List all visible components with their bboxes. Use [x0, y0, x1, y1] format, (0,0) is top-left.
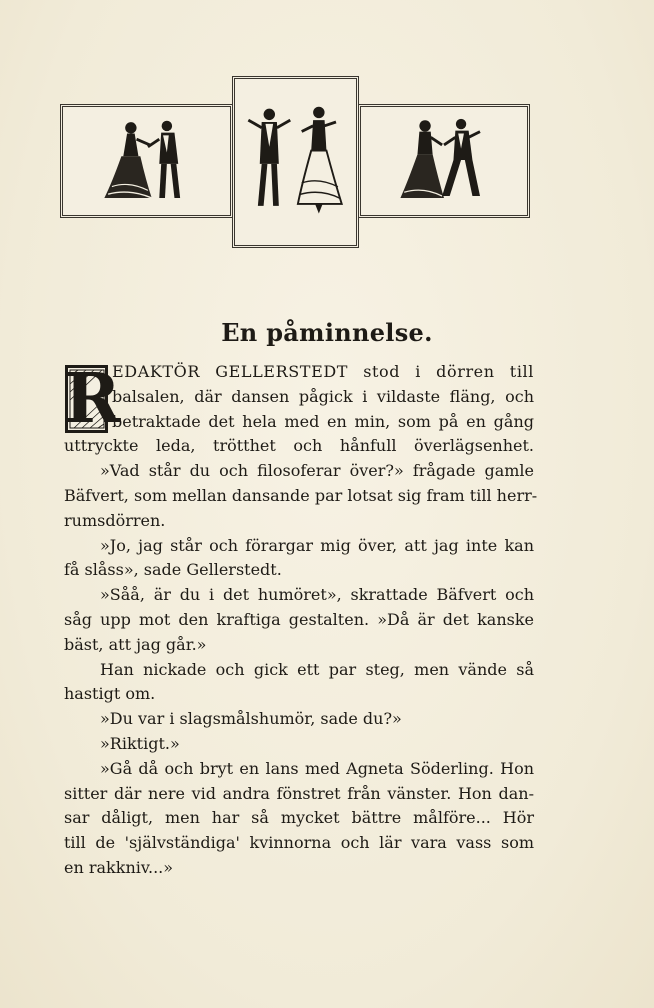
header-vignette: [60, 76, 530, 248]
text-line: Han nickade och gick ett par steg, men vände så: [100, 659, 534, 679]
chapter-title: En påminnelse.: [221, 318, 433, 347]
text-line: »Gå då och bryt en lans med Agneta Söderling. Hon: [100, 758, 534, 778]
paragraph-6: [64, 707, 534, 732]
text-line: EDAKTÖR GELLERSTEDT stod i dörren till: [112, 362, 534, 381]
illustration-dancing-couple-left: [60, 104, 233, 218]
paragraph-3: [64, 534, 534, 584]
text-line: en rakkniv...»: [64, 857, 174, 877]
text-line: »Vad står du och filosoferar över?» frågade gamle: [100, 461, 534, 481]
text-line: rumsdörren.: [64, 510, 166, 530]
paragraph-4: [64, 583, 534, 657]
paragraph-8: [64, 757, 534, 881]
text-line: Bäfvert, som mellan dansande par lotsat sig fram till herr-: [64, 485, 538, 505]
text-line: få slåss», sade Gellerstedt.: [64, 560, 282, 580]
text-line: sitter där nere vid andra fönstret från vänster. Hon dan-: [64, 783, 534, 803]
text-line: betraktade det hela med en min, som på en gång: [112, 411, 534, 431]
illustration-dancing-couple-right: [358, 104, 530, 218]
text-line: »Jo, jag står och förargar mig över, att jag inte kan: [100, 535, 534, 555]
illustration-dancing-couple-center: [232, 76, 359, 248]
text-line: »Riktigt.»: [100, 733, 180, 753]
text-line: »Såå, är du i det humöret», skrattade Bäfvert och: [100, 585, 534, 605]
paragraph-5: [64, 658, 534, 708]
text-line: bäst, att jag går.»: [64, 634, 207, 654]
text-line: till de 'självständiga' kvinnorna och lär vara vass som: [64, 833, 534, 853]
drop-cap-letter: R: [64, 359, 121, 439]
body-text: [64, 359, 538, 881]
paragraph-7: [64, 732, 534, 757]
text-line: uttryckte leda, trötthet och hånfull överlägsenhet.: [64, 436, 534, 456]
text-line: »Du var i slagsmålshumör, sade du?»: [100, 709, 402, 729]
paragraph-2: [64, 459, 538, 533]
paragraph-1: [64, 360, 534, 459]
text-line: såg upp mot den kraftiga gestalten. »Då är det kanske: [64, 609, 534, 629]
drop-cap: [64, 359, 121, 439]
text-line: balsalen, där dansen pågick i vildaste fläng, och: [112, 386, 534, 406]
text-line: hastigt om.: [64, 684, 156, 704]
text-line: sar dåligt, men har så mycket bättre målföre... Hör: [64, 808, 534, 828]
